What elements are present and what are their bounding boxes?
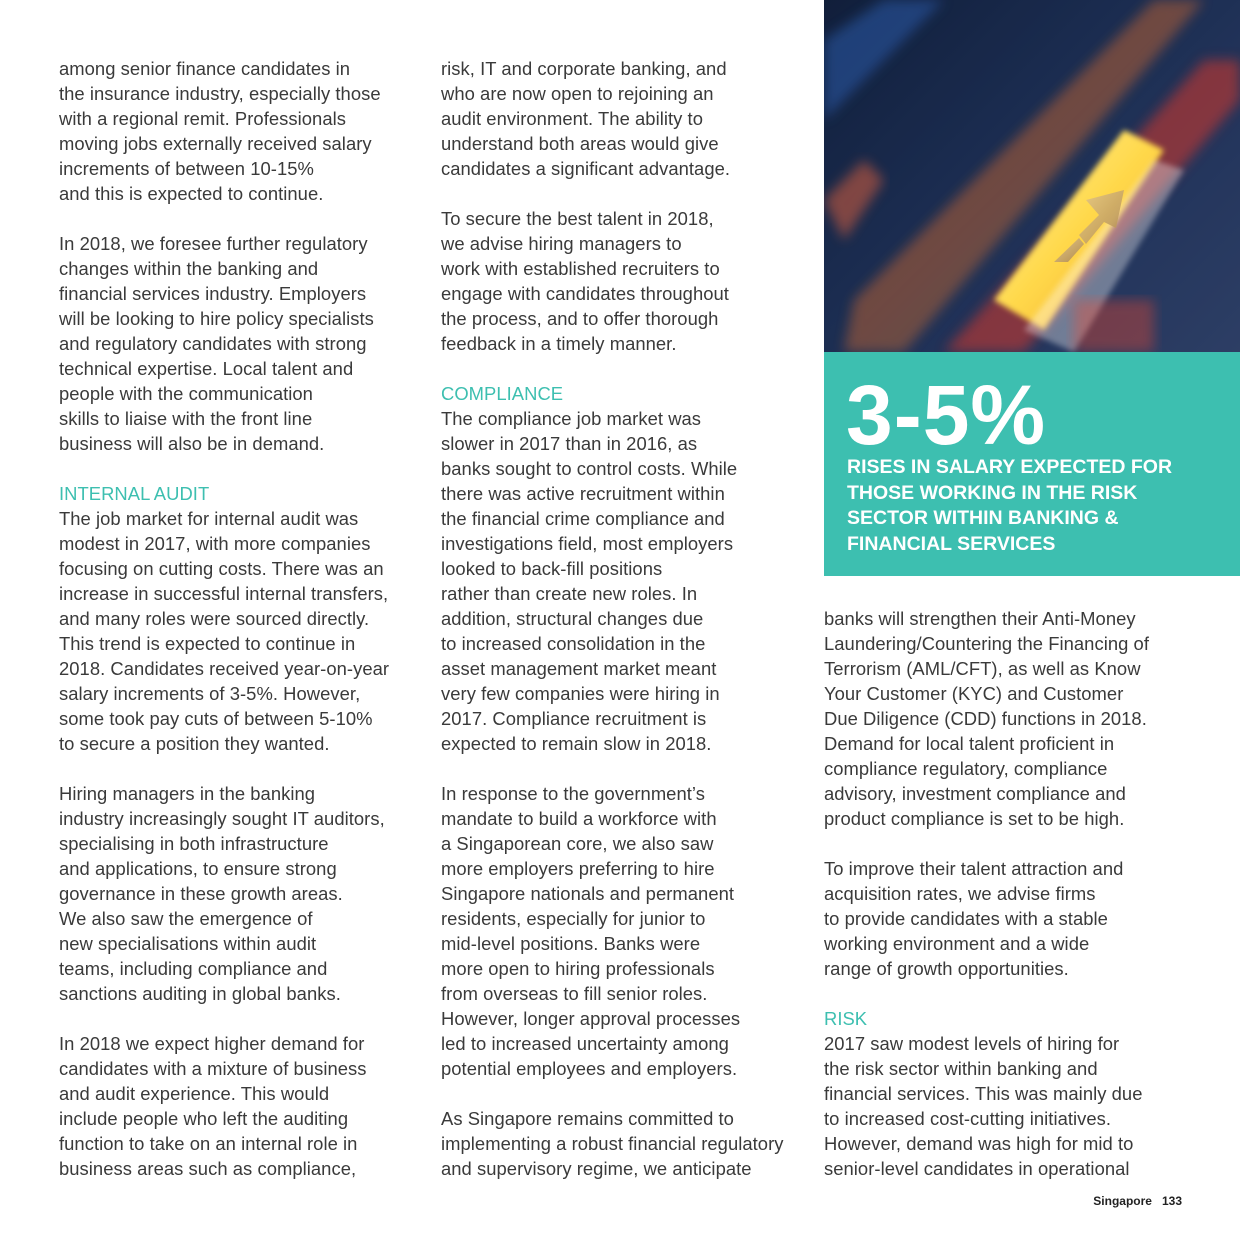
paragraph: Hiring managers in the banking industry increasingly sought IT auditors, specialising in both infrastructure and applications, to ensure strong governance in these growth areas. We also saw the emergence of new specialisations within audit teams, including compliance and sanctions auditing in global banks.	[59, 783, 385, 1004]
stat-value: 3-5%	[846, 368, 1047, 462]
section-heading-compliance: COMPLIANCE	[441, 383, 564, 404]
section-heading-risk: RISK	[824, 1008, 868, 1029]
paragraph: To improve their talent attraction and acquisition rates, we advise firms to provide candidates with a stable working environment and a wide range of growth opportunities.	[824, 858, 1124, 979]
page-number: 133	[1161, 1194, 1182, 1208]
page-footer	[1093, 1194, 1182, 1208]
paragraph: banks will strengthen their Anti-Money Laundering/Countering the Financing of Terrorism (AML/CFT), as well as Know Your Customer (KYC) and Customer Due Diligence (CDD) functions in 2018. Demand for local talent proficient in compliance regulatory, compliance advisory, investment compliance and product compliance is set to be high.	[824, 608, 1149, 829]
paragraph: The compliance job market was slower in 2017 than in 2016, as banks sought to control costs. While there was active recruitment within the financial crime compliance and investigations field, most employers looked to back-fill positions rather than create new roles. In addition, structural changes due to increased consolidation in the asset management market meant very few companies were hiring in 2017. Compliance recruitment is expected to remain slow in 2018.	[441, 408, 738, 754]
paragraph: The job market for internal audit was modest in 2017, with more companies focusing on cutting costs. There was an increase in successful internal transfers, and many roles were sourced directly. This trend is expected to continue in 2018. Candidates received year-on-year salary increments of 3-5%. However, some took pay cuts of between 5-10% to secure a position they wanted.	[59, 508, 390, 754]
hero-illustration	[824, 0, 1240, 352]
paragraph: 2017 saw modest levels of hiring for the risk sector within banking and financial services. This was mainly due to increased cost-cutting initiatives. However, demand was high for mid to senior-level candidates in operational	[824, 1033, 1143, 1179]
paragraph: In 2018 we expect higher demand for candidates with a mixture of business and audit experience. This would include people who left the auditing function to take on an internal role in business areas such as compliance,	[59, 1033, 367, 1179]
column-2	[441, 56, 811, 1181]
paragraph: To secure the best talent in 2018, we advise hiring managers to work with established recruiters to engage with candidates throughout the process, and to offer thorough feedback in a timely manner.	[441, 208, 729, 354]
paragraph: among senior finance candidates in the insurance industry, especially those with a regional remit. Professionals moving jobs externally received salary increments of between 10-15% and this is expected to continue.	[59, 58, 381, 204]
section-heading-internal-audit: INTERNAL AUDIT	[59, 483, 210, 504]
stat-callout	[824, 352, 1240, 576]
paragraph: In 2018, we foresee further regulatory changes within the banking and financial services industry. Employers will be looking to hire policy specialists and regulatory candidates with strong technical expertise. Local talent and people with the communication skills to liaise with the front line business will also be in demand.	[59, 233, 374, 454]
hero-image-upward-arrow-light-trails	[824, 0, 1240, 352]
stat-caption: RISES IN SALARY EXPECTED FOR THOSE WORKING IN THE RISK SECTOR WITHIN BANKING & FINANCIAL SERVICES	[847, 456, 1173, 555]
footer-section-name: Singapore	[1093, 1194, 1152, 1208]
paragraph: As Singapore remains committed to implementing a robust financial regulatory and supervisory regime, we anticipate	[441, 1108, 784, 1179]
paragraph: risk, IT and corporate banking, and who are now open to rejoining an audit environment. The ability to understand both areas would give candidates a significant advantage.	[441, 58, 731, 179]
column-3	[824, 606, 1184, 1181]
column-1	[59, 56, 424, 1181]
paragraph: In response to the government’s mandate to build a workforce with a Singaporean core, we also saw more employers preferring to hire Singapore nationals and permanent residents, especially for junior to mid-level positions. Banks were more open to hiring professionals from overseas to fill senior roles. However, longer approval processes led to increased uncertainty among potential employees and employers.	[441, 783, 741, 1079]
